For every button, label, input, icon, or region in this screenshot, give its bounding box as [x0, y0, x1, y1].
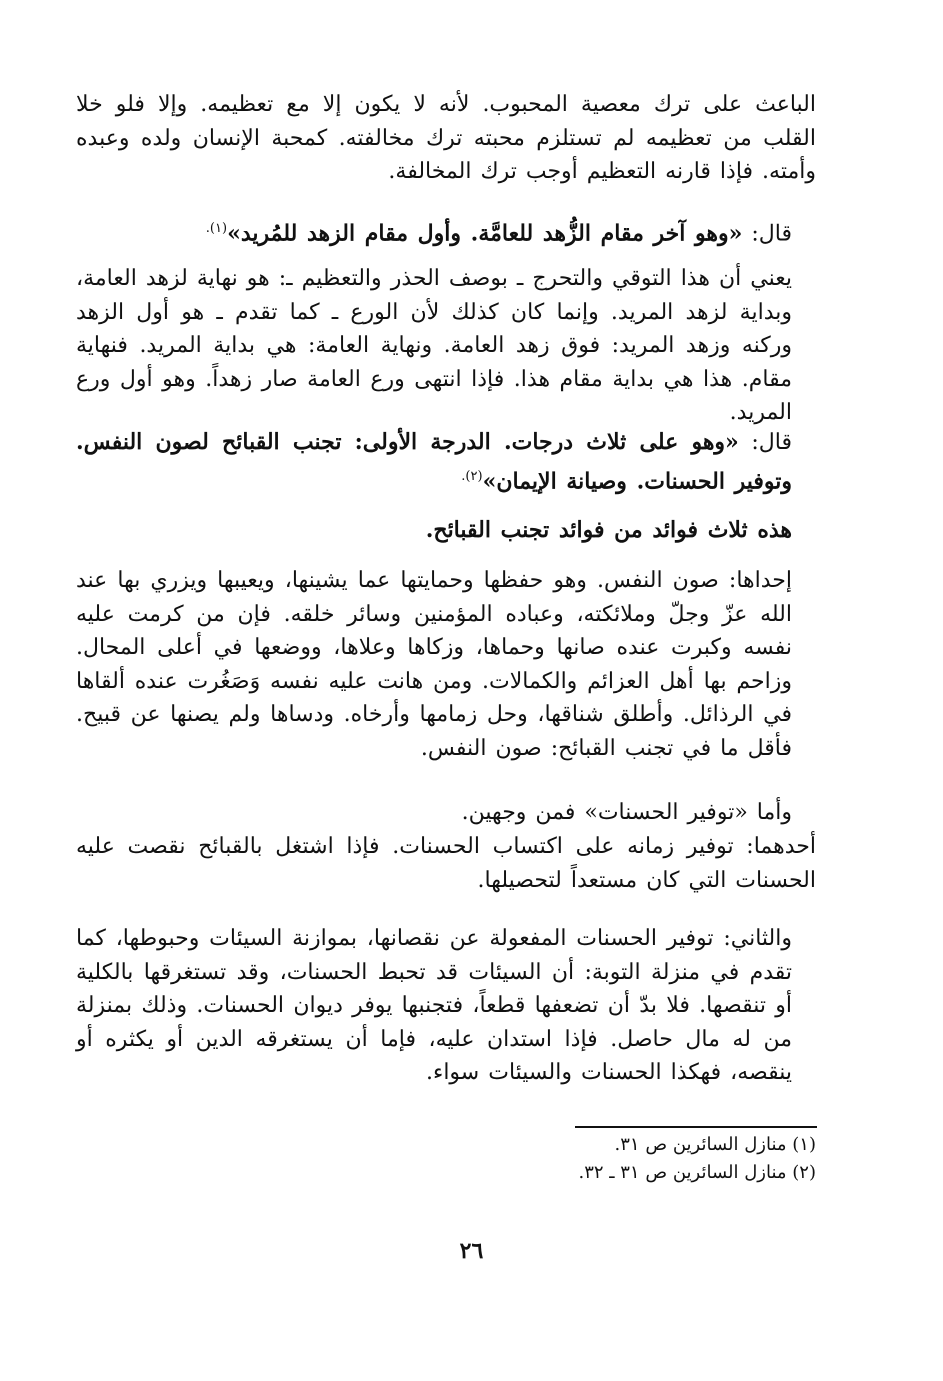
quote-prefix: قال: [751, 430, 793, 455]
page-number: ٢٦ [459, 1238, 484, 1264]
footnote-ref-2: (٢). [461, 468, 483, 484]
quote-prefix: قال: [751, 221, 792, 247]
quoted-text: «وهو على ثلاث درجات. الدرجة الأولى: تجنب القبائح لصون النفس. وتوفير الحسنات. وصيانة الإيمان» [76, 429, 792, 494]
footnote-1: (١) منازل السائرين ص ٣١. [614, 1134, 816, 1155]
paragraph-1: الباعث على ترك معصية المحبوب. لأنه لا يكون إلا مع تعظيمه. وإلا فلو خلا القلب من تعظيمه لم تستلزم محبته ترك مخالفته. كمحبة الإنسان ولده وعبده وأمته. فإذا قارنه التعظيم أوجب ترك المخالفة. [76, 92, 816, 184]
footnote-2: (٢) منازل السائرين ص ٣١ ـ ٣٢. [578, 1162, 816, 1183]
paragraph-6: إحداها: صون النفس. وهو حفظها وحمايتها عما يشينها، ويعيبها ويزري بها عند الله عزّ وجلّ وملائكته، وعباده المؤمنين وسائر خلقه. فإن من كرمت عليه نفسه وكبرت عنده صانها وحماها، وزكاها وعلاها، ووضعها في أعلى المحال. وزاحم بها أهل العزائم والكمالات. ومن هانت عليه نفسه وَصَغُرت عنده ألقاها في الرذائل. وأطلق شناقها، وحل زمامها وأرخاه. ودساها ولم يصنها عن قبيح. فأقل ما في تجنب القبائح: صون النفس. [76, 568, 792, 761]
quoted-text: «وهو آخر مقام الزُّهد للعامَّة. وأول مقام الزهد للمُريد» [227, 220, 743, 247]
paragraph-8: أحدهما: توفير زمانه على اكتساب الحسنات. فإذا اشتغل بالقبائح نقصت عليه الحسنات التي كان مستعداً لتحصيلها. [76, 834, 816, 893]
paragraph-3: يعني أن هذا التوقي والتحرج ـ بوصف الحذر والتعظيم ـ: هو نهاية لزهد العامة، وبداية لزهد المريد. وإنما كان كذلك لأن الورع ـ كما تقدم ـ هو أول الزهد وركنه وزهد المريد: فوق زهد العامة. ونهاية العامة: هي بداية المريد. فنهاية مقام. هذا هي بداية مقام هذا. فإذا انتهى ورع العامة صار زهداً. وهو أول ورع المريد. [76, 266, 792, 425]
paragraph-4-quote [76, 426, 816, 498]
footnote-ref-1: (١). [205, 221, 228, 236]
paragraph-2-quote [76, 212, 816, 251]
paragraph-9: والثاني: توفير الحسنات المفعولة عن نقصانها، بموازنة السيئات وحبوطها، كما تقدم في منزلة التوبة: أن السيئات قد تحبط الحسنات، وقد تستغرقها بالكلية أو تنقصها. فلا بدّ أن تضعفها قطعاً، فتجنبها يوفر ديوان الحسنات. وذلك بمنزلة من له مال حاصل. فإذا استدان عليه، فإما أن يستغرقه الدين أو يكثره أو ينقصه، فهكذا الحسنات والسيئات سواء. [76, 926, 792, 1085]
footnote-divider [575, 1126, 817, 1128]
paragraph-7: وأما «توفير الحسنات» فمن وجهين. [461, 800, 792, 825]
paragraph-5: هذه ثلاث فوائد من فوائد تجنب القبائح. [425, 517, 792, 543]
